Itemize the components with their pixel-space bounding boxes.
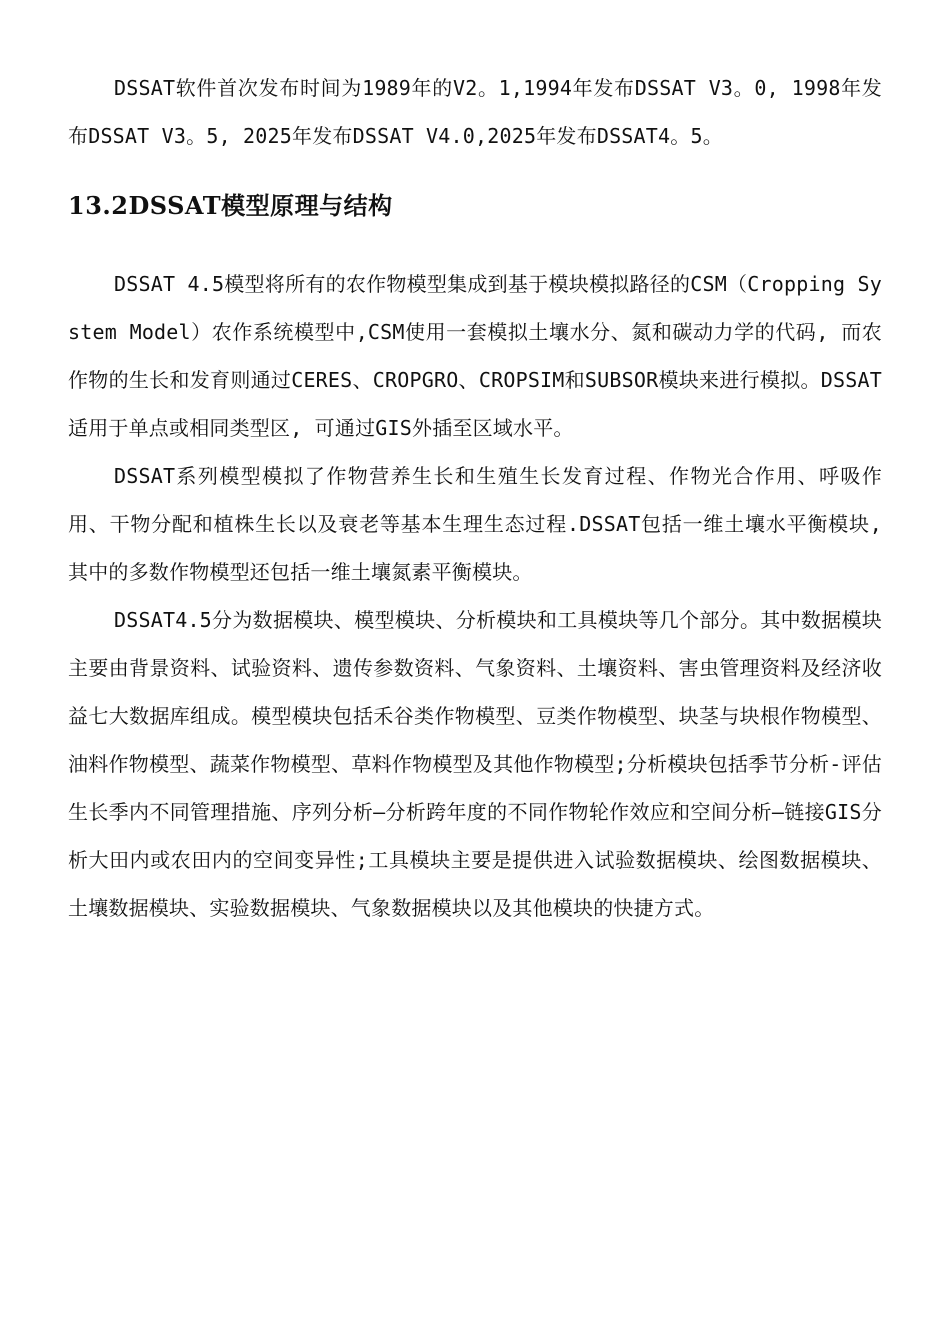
document-page (68, 64, 882, 932)
body-paragraph-3: DSSAT4.5分为数据模块、模型模块、分析模块和工具模块等几个部分。其中数据模块主要由背景资料、试验资料、遗传参数资料、气象资料、土壤资料、害虫管理资料及经济收益七大数据库组成。模型模块包括禾谷类作物模型、豆类作物模型、块茎与块根作物模型、油料作物模型、蔬菜作物模型、草料作物模型及其他作物模型;分析模块包括季节分析-评估生长季内不同管理措施、序列分析—分析跨年度的不同作物轮作效应和空间分析—链接GIS分析大田内或农田内的空间变异性;工具模块主要是提供进入试验数据模块、绘图数据模块、土壤数据模块、实验数据模块、气象数据模块以及其他模块的快捷方式。 (68, 608, 882, 920)
intro-paragraph: DSSAT软件首次发布时间为1989年的V2。1,1994年发布DSSAT V3。0, 1998年发布DSSAT V3。5, 2025年发布DSSAT V4.0,2025年发布DSSAT4。5。 (68, 76, 882, 148)
section-heading: 13.2DSSAT模型原理与结构 (68, 191, 393, 220)
body-paragraph-2: DSSAT系列模型模拟了作物营养生长和生殖生长发育过程、作物光合作用、呼吸作用、干物分配和植株生长以及衰老等基本生理生态过程.DSSAT包括一维土壤水平衡模块, 其中的多数作物模型还包括一维土壤氮素平衡模块。 (68, 464, 882, 584)
body-paragraph-1: DSSAT 4.5模型将所有的农作物模型集成到基于模块模拟路径的CSM（Cropping System Model）农作系统模型中,CSM使用一套模拟土壤水分、氮和碳动力学的代码, 而农作物的生长和发育则通过CERES、CROPGRO、CROPSIM和SUBSOR模块来进行模拟。DSSAT适用于单点或相同类型区, 可通过GIS外插至区域水平。 (68, 272, 882, 440)
